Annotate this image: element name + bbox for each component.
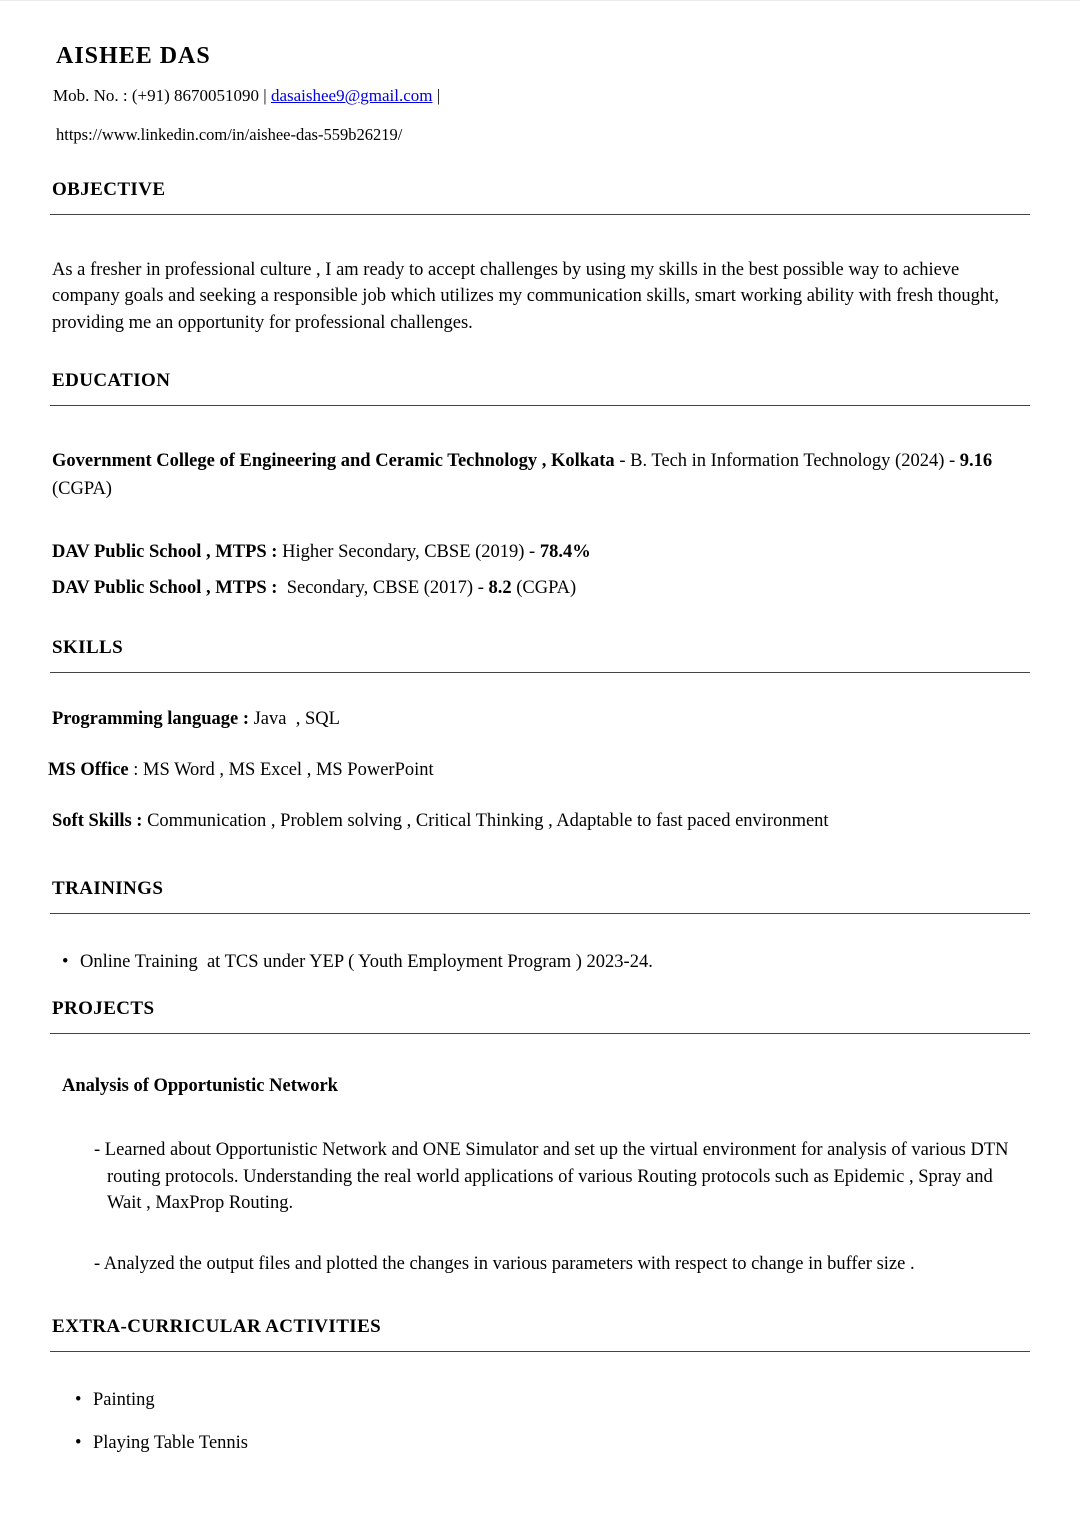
objective-text: As a fresher in professional culture , I am ready to accept challenges by using my skills in the best possible way to achieve company goals and seeking a responsible job which utilizes my communication skills, smart working ability with fresh thought, providing me an opportunity for professional challenges.	[52, 260, 1004, 333]
contact-separator: |	[432, 86, 441, 105]
extracurricular-list-item: • Painting	[75, 1388, 1030, 1414]
section-education	[50, 370, 1030, 603]
skill-label: MS Office	[48, 759, 129, 780]
project-title: Analysis of Opportunistic Network	[62, 1075, 338, 1096]
score-suffix: (CGPA)	[511, 578, 577, 599]
skill-value: : MS Word , MS Excel , MS PowerPoint	[128, 759, 434, 780]
education-entry-higher-secondary	[50, 539, 1030, 567]
section-skills	[50, 637, 1030, 832]
section-title-extracurricular: EXTRA-CURRICULAR ACTIVITIES	[50, 1316, 1030, 1352]
education-entry-college	[50, 448, 1030, 504]
section-title-projects: PROJECTS	[50, 998, 1030, 1034]
section-trainings	[50, 878, 1030, 976]
school-name: DAV Public School , MTPS :	[52, 542, 278, 563]
candidate-name: AISHEE DAS	[56, 43, 211, 69]
resume-header	[50, 43, 1030, 145]
skill-soft-skills	[50, 811, 1030, 832]
section-title-trainings: TRAININGS	[50, 878, 1030, 914]
skill-label: Programming language :	[52, 708, 249, 729]
skill-ms-office	[46, 760, 1030, 781]
cgpa-suffix: (CGPA)	[52, 450, 997, 499]
cgpa-value: 9.16	[959, 450, 993, 471]
mobile-number: Mob. No. : (+91) 8670051090 |	[53, 86, 271, 105]
extracurricular-list-item: • Playing Table Tennis	[75, 1431, 1030, 1457]
section-title-objective: OBJECTIVE	[50, 179, 1030, 215]
separator-text: -	[614, 450, 631, 471]
contact-line	[50, 86, 1030, 106]
school-name: DAV Public School , MTPS :	[52, 578, 278, 599]
email-link[interactable]: dasaishee9@gmail.com	[270, 86, 433, 105]
section-projects	[50, 998, 1030, 1278]
board-detail: Higher Secondary, CBSE (2019) -	[277, 542, 540, 563]
linkedin-url: https://www.linkedin.com/in/aishee-das-559b26219/	[56, 125, 403, 144]
score-value: 78.4%	[539, 542, 591, 563]
project-point: - Analyzed the output files and plotted the changes in various parameters with respect to change in buffer size .	[94, 1254, 915, 1275]
skill-value: Java , SQL	[248, 708, 340, 729]
skill-label: Soft Skills :	[52, 810, 143, 831]
section-title-education: EDUCATION	[50, 370, 1030, 406]
section-title-skills: SKILLS	[50, 637, 1030, 673]
skill-value: Communication , Problem solving , Critical Thinking , Adaptable to fast paced environment	[142, 810, 829, 831]
education-entry-secondary	[50, 575, 1030, 603]
degree-text: B. Tech in Information Technology (2024) -	[630, 450, 960, 471]
board-detail: Secondary, CBSE (2017) -	[277, 578, 489, 599]
section-extracurricular	[50, 1316, 1030, 1457]
score-value: 8.2	[488, 578, 512, 599]
project-point: - Learned about Opportunistic Network and ONE Simulator and set up the virtual environment for analysis of various DTN routing protocols. Understanding the real world applications of various Routing protocols such as Epidemic , Spray and Wait , MaxProp Routing.	[94, 1139, 1014, 1214]
skill-programming	[50, 709, 1030, 730]
institution-name: Government College of Engineering and Ceramic Technology , Kolkata	[52, 450, 615, 471]
section-objective	[50, 179, 1030, 336]
training-list-item: • Online Training at TCS under YEP ( Youth Employment Program ) 2023-24.	[62, 950, 1030, 976]
